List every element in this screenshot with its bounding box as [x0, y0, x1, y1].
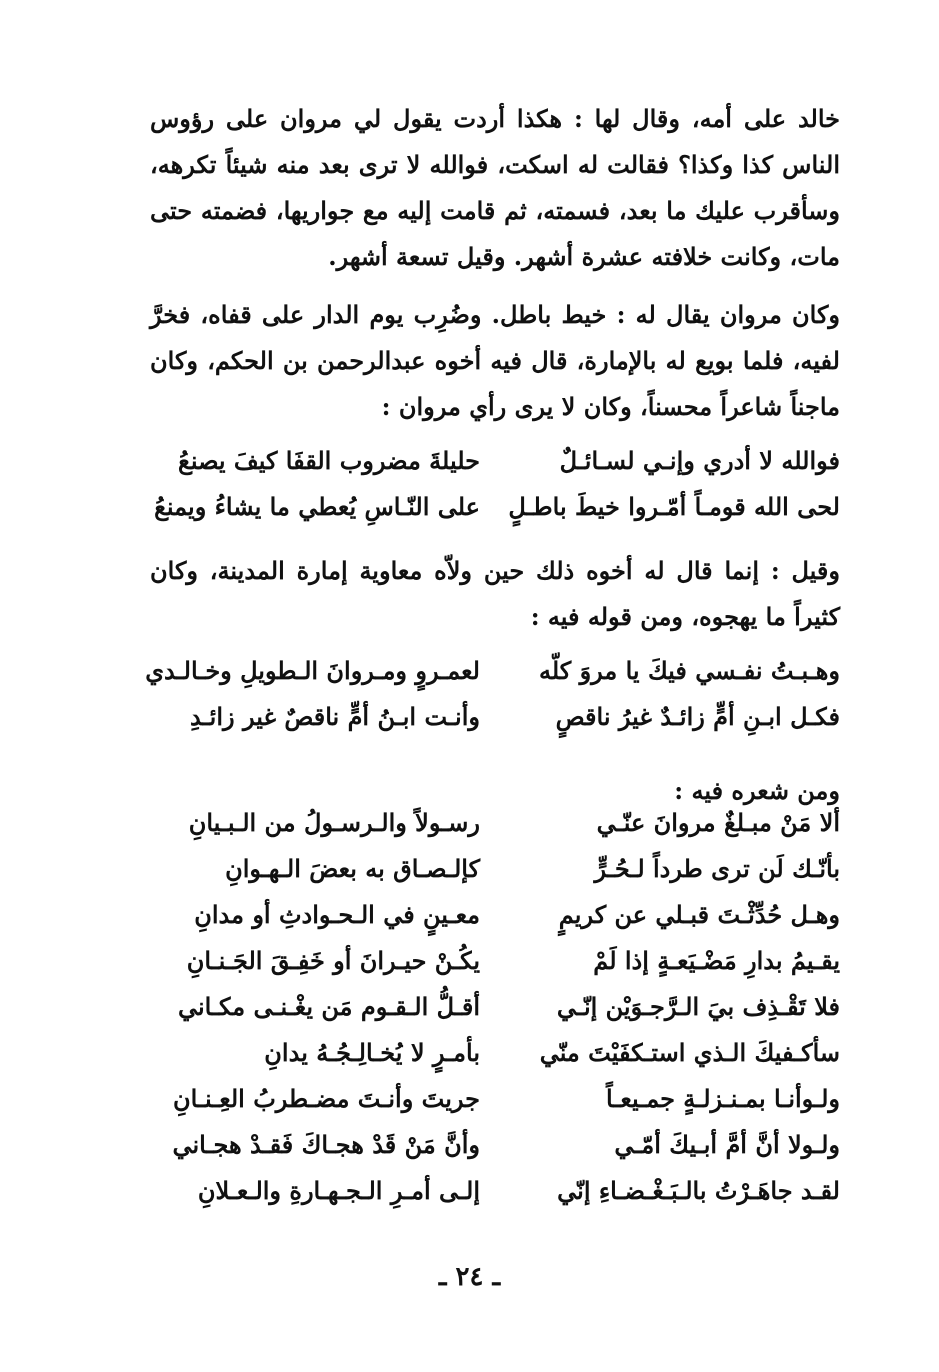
verse-second-hemistich: حليلةَ مضروب القفَا كيفَ يصنعُ [178, 446, 480, 475]
verse-first-hemistich: ولـولا أنَّ أمَّ أبـيكَ أمّـي [614, 1130, 840, 1159]
verse-second-hemistich: لعمـروٍ ومـروانَ الـطويلِ وخـالـدي [145, 656, 480, 685]
verse-line [150, 1030, 840, 1076]
verse-line [150, 438, 840, 484]
verse-first-hemistich: لقـد جاهَـرْتُ بالـبَـغْـضـاءِ إنّي [557, 1176, 840, 1205]
verse-first-hemistich: ألا مَنْ مبـلغٌ مروانَ عنّـي [596, 808, 840, 837]
poem-ala-man-mablagh [150, 800, 840, 1214]
verse-second-hemistich: أقـلُّ الـقـوم مَن يغْـنـى مكـاني [177, 992, 480, 1021]
paragraph-marwan-khayt-batil: وكان مروان يقال له : خيط باطل. وضُرِب يوم الدار على قفاه، فخرَّ لفيه، فلما بويع له بالإمارة، قال فيه أخوه عبدالرحمن بن الحكم، وكان ماجناً شاعراً محسناً، وكان لا يرى رأي مروان : [150, 300, 840, 421]
verse-first-hemistich: وهـبـتُ نفـسي فيكَ يا مروَ كلّه [538, 656, 840, 685]
page-number: ـ ٢٤ ـ [438, 1262, 501, 1292]
verse-second-hemistich: إلـى أمـرِ الـجـهـارةِ والـعـلانِ [197, 1176, 480, 1205]
verse-first-hemistich: ولـوأنـا بمـنـزلـةٍ جمـيعـاً [606, 1084, 840, 1113]
verse-second-hemistich: وأنَّ مَنْ قَدْ هجـاكَ فَقـدْ هجـاني [172, 1130, 480, 1159]
verse-line [150, 892, 840, 938]
verse-first-hemistich: فلا تَقْـذِف بيَ الـرَّجـوَيْن إنّـي [556, 992, 840, 1021]
verse-first-hemistich: فوالله لا أدري وإنـي لسـائـلٌ [559, 446, 840, 475]
verse-first-hemistich: لحى الله قومـاً أمّـروا خيطَ باطـلٍ [508, 492, 840, 521]
verse-second-hemistich: رسـولاً والـرسـولُ من الـبـيانِ [188, 808, 480, 837]
verse-line [150, 694, 840, 740]
verse-line [150, 984, 840, 1030]
verse-first-hemistich: فكـل ابـنِ أمٍّ زائـدٌ غيرُ ناقصٍ [555, 702, 840, 731]
paragraph-madina-governance: وقيل : إنما قال له أخوه ذلك حين ولاّه معاوية إمارة المدينة، وكان كثيراً ما يهجوه، ومن قوله فيه : [150, 556, 840, 631]
verse-first-hemistich: وهـل حُدِّثْـتَ قبـلي عن كريمٍ [558, 900, 840, 929]
verse-first-hemistich: يقـيمُ بدارِ مَضْـيَعـةٍ إذا لَمْ [593, 946, 840, 975]
poem-wahabtu-nafsi [145, 648, 840, 740]
verse-line [150, 1168, 840, 1214]
verse-second-hemistich: وأنـت ابـنُ أمٍّ ناقصٌ غير زائـدِ [190, 702, 480, 731]
poem-abdulrahman [150, 438, 840, 530]
paragraph-his-poetry: ومن شعره فيه : [674, 776, 840, 805]
verse-line [150, 484, 840, 530]
verse-line [150, 938, 840, 984]
verse-second-hemistich: معـينٍ في الـحـوادثِ أو مدانِ [194, 900, 480, 929]
verse-second-hemistich: بأمـرٍ لا يُخـالِـجُـهُ يدانِ [264, 1038, 480, 1067]
verse-line [150, 846, 840, 892]
verse-line [150, 800, 840, 846]
verse-second-hemistich: يكُـنْ حيـرانَ أو خَفِـقَ الجَـنـانِ [186, 946, 480, 975]
verse-second-hemistich: جريتَ وأنـتَ مضـطربُ العِـنـانِ [173, 1084, 480, 1113]
paragraph-khalid-mother: خالد على أمه، وقال لها : هكذا أردت يقول لي مروان على رؤوس الناس كذا وكذا؟ فقالت له اسكت، فوالله لا ترى بعد منه شيئاً تكرهه، وسأقرب عليك ما بعد، فسمته، ثم قامت إليه مع جواريها، فضمته حتى مات، وكانت خلافته عشرة أشهر. وقيل تسعة أشهر. [150, 104, 840, 271]
verse-first-hemistich: بأنّـك لَن ترى طرداً لـحُـرٍّ [594, 854, 840, 883]
verse-line [150, 1076, 840, 1122]
verse-first-hemistich: سأكـفيكَ الـذي استـكفَيْتَ منّي [539, 1038, 840, 1067]
verse-second-hemistich: كإلـصـاق به بعضَ الـهـوانِ [225, 854, 480, 883]
verse-line [145, 648, 840, 694]
verse-line [150, 1122, 840, 1168]
verse-second-hemistich: على النّـاسِ يُعطي ما يشاءُ ويمنعُ [154, 492, 480, 521]
